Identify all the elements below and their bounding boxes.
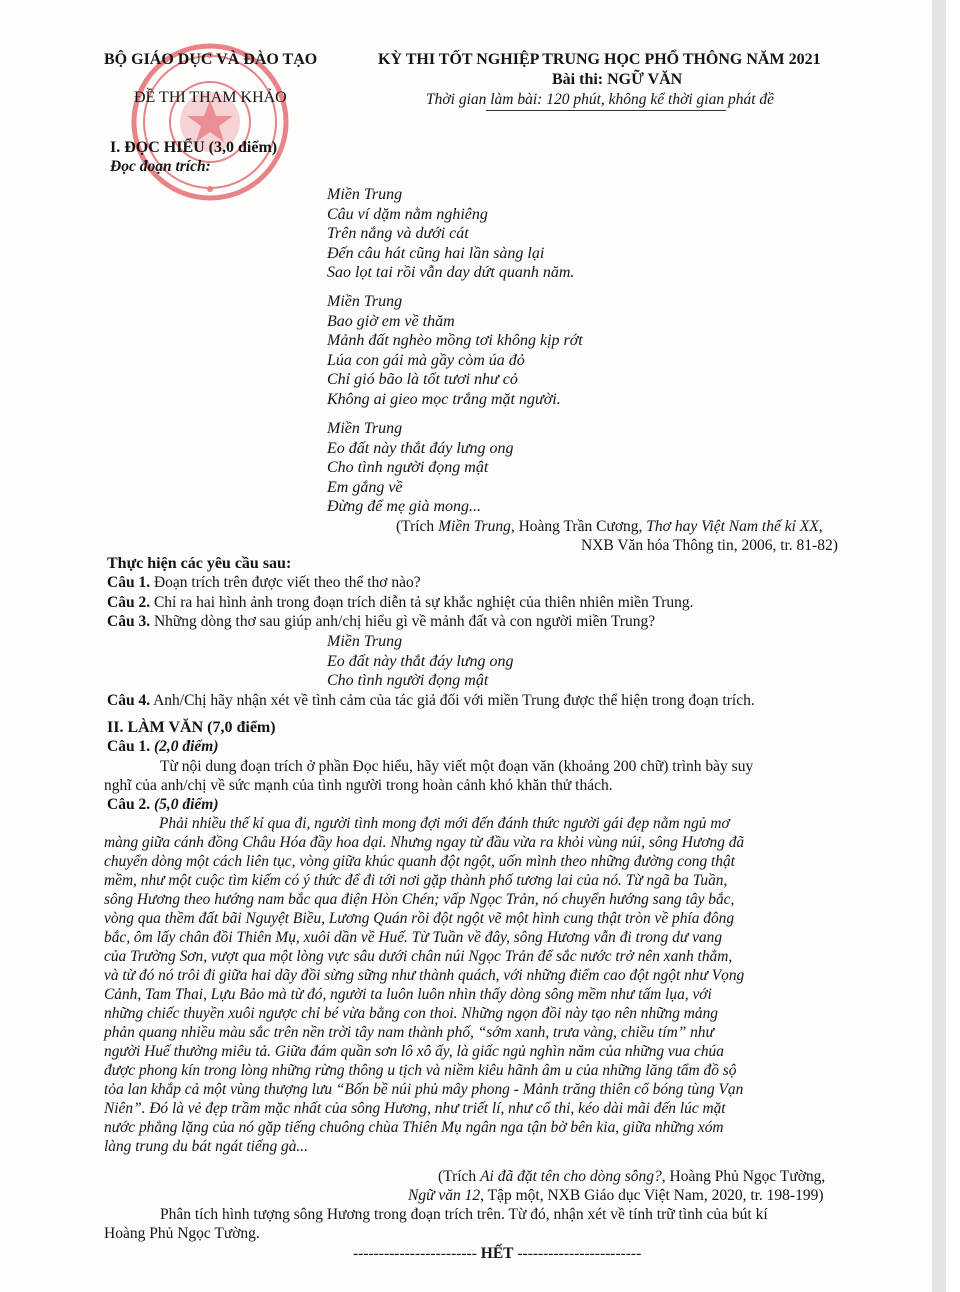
question-3 [107, 612, 655, 631]
essay-task-line-2: Hoàng Phủ Ngọc Tường. [104, 1225, 260, 1242]
poem-line: Cho tình người đọng mật [327, 672, 489, 689]
poem-line: Đừng để mẹ già mong... [327, 498, 482, 515]
essay-line: người Huế thường miêu tả. Giữa đám quần sơn lô xô ấy, là giấc ngủ nghìn năm của những vua chúa [104, 1043, 724, 1060]
poem-stanza-3 [327, 419, 513, 517]
citation-suffix: , [818, 518, 823, 535]
poem-line: Câu ví dặm nằm nghiêng [327, 205, 488, 223]
essay-line: sông Hương theo hướng nam bắc qua điện Hòn Chén; vấp Ngọc Trản, nó chuyển hướng sang tây bắc, [104, 891, 735, 908]
essay-question-2-heading [107, 795, 219, 814]
question-text: Chỉ ra hai hình ảnh trong đoạn trích diễn tả sự khắc nghiệt của thiên nhiên miền Trung. [150, 594, 694, 611]
question-2 [107, 593, 694, 612]
header-divider [486, 110, 726, 111]
question-text: Những dòng thơ sau giúp anh/chị hiểu gì về mảnh đất và con người miền Trung? [150, 613, 656, 630]
poem-line: Miền Trung [327, 186, 403, 203]
essay-task-line-1: Phân tích hình tượng sông Hương trong đoạn trích trên. Từ đó, nhận xét về tính trữ tình của bút kí [160, 1206, 768, 1223]
poem-line: Miền Trung [327, 293, 403, 310]
question-label: Câu 4. [107, 692, 151, 709]
exam-title: KỲ THI TỐT NGHIỆP TRUNG HỌC PHỔ THÔNG NĂM 2021 [378, 51, 821, 68]
poem-line: Miền Trung [327, 420, 403, 437]
essay-line: vòng qua thềm đất bãi Nguyệt Biều, Lương Quán rồi đột ngột vẽ một hình cung thật tròn về phía đông [104, 910, 735, 927]
citation-work: Miền Trung [438, 518, 511, 535]
poem-stanza-2 [327, 292, 583, 409]
poem-line: Bao giờ em về thăm [327, 312, 455, 330]
tasks-heading: Thực hiện các yêu cầu sau: [107, 555, 292, 572]
essay-question-1-line-1: Từ nội dung đoạn trích ở phần Đọc hiểu, hãy viết một đoạn văn (khoảng 200 chữ) trình bày suy [160, 758, 754, 775]
question-label: Câu 1. [107, 738, 151, 755]
poem-line: Mảnh đất nghèo mồng tơi không kịp rớt [327, 332, 583, 349]
poem-line: Trên nắng và dưới cát [327, 225, 469, 242]
section-1-title: I. ĐỌC HIỂU (3,0 điểm) [110, 139, 278, 156]
exam-subject: Bài thi: NGỮ VĂN [552, 71, 683, 88]
essay-line: Niên”. Đó là vẻ đẹp trầm mặc nhất của sông Hương, như triết lí, như cổ thi, kéo dài mãi đến lúc mặt [104, 1100, 726, 1117]
ministry-name: BỘ GIÁO DỤC VÀ ĐÀO TẠO [104, 51, 318, 68]
citation-prefix: (Trích [438, 1168, 481, 1185]
question-1 [107, 573, 421, 592]
question-label: Câu 3. [107, 613, 151, 630]
essay-line: nước phẳng lặng của nó gặp tiếng chuông chùa Thiên Mụ ngân nga tận bờ bên kia, giữa những xóm [104, 1119, 724, 1136]
poem-line: Lúa con gái mà gầy còm úa đỏ [327, 351, 525, 369]
essay-line: màng giữa cánh đồng Châu Hóa đầy hoa dại. Nhưng ngay từ đầu vừa ra khỏi vùng núi, sông Hương đã [104, 834, 745, 851]
poem-citation-line-2: NXB Văn hóa Thông tin, 2006, tr. 81-82) [581, 537, 838, 554]
citation-author: , Hoàng Trần Cương, [510, 518, 647, 535]
section-2-title: II. LÀM VĂN (7,0 điểm) [107, 719, 276, 736]
question-4 [107, 691, 755, 710]
essay-line: chuyển dòng một cách liên tục, vòng giữa khúc quanh đột ngột, uốn mình theo những đường cong thật [104, 853, 735, 870]
poem-line: Chỉ gió bão là tốt tươi như cỏ [327, 371, 518, 388]
essay-line: bắc, ôm lấy chân đồi Thiên Mụ, xuôi dần về Huế. Từ Tuần về đây, sông Hương vẫn đi trong dư vang [104, 929, 723, 946]
citation-work: Ai đã đặt tên cho dòng sông? [480, 1168, 662, 1185]
reading-intro: Đọc đoạn trích: [110, 158, 211, 175]
question-points: (5,0 điểm) [153, 796, 219, 813]
poem-line: Sao lọt tai rồi vẫn day dứt quanh năm. [327, 264, 575, 281]
essay-line: làng trung du bát ngát tiếng gà... [104, 1138, 308, 1155]
essay-line: phản quang nhiều màu sắc trên nền trời tây nam thành phố, “sớm xanh, trưa vàng, chiều tím” như [104, 1024, 714, 1041]
poem-line: Em gắng về [327, 478, 403, 496]
question-label: Câu 2. [107, 796, 151, 813]
citation-book: Ngữ văn 12 [408, 1187, 481, 1204]
essay-question-1-line-2: nghĩ của anh/chị về sức mạnh của tình người trong hoàn cảnh khó khăn thử thách. [104, 777, 613, 794]
end-label: HẾT [480, 1245, 514, 1262]
poem-line: Miền Trung [327, 633, 403, 650]
citation-prefix: (Trích [396, 518, 439, 535]
poem-line: Eo đất này thắt đáy lưng ong [327, 439, 514, 457]
essay-line: được phong kín trong lòng những rừng thông u tịch và niềm kiêu hãnh âm u của những lăng tẩm đồ sộ [104, 1062, 737, 1079]
citation-author: , Hoàng Phủ Ngọc Tường, [661, 1168, 826, 1185]
poem-citation-line-1 [396, 517, 823, 536]
question-text: Anh/Chị hãy nhận xét về tình cảm của tác giả đối với miền Trung được thể hiện trong đoạn trích. [150, 692, 755, 709]
essay-line: và từ đó nó trôi đi giữa hai dãy đồi sừng sững như thành quách, với những điểm cao đột ngột như Vọng [104, 967, 745, 984]
end-marker [353, 1244, 641, 1263]
poem-line: Đến câu hát cũng hai lần sàng lại [327, 244, 545, 262]
poem-line: Eo đất này thắt đáy lưng ong [327, 652, 514, 670]
citation-book: Thơ hay Việt Nam thế kỉ XX [646, 518, 819, 535]
poem-stanza-1 [327, 185, 574, 283]
question-label: Câu 1. [107, 574, 151, 591]
essay-line: những chiếc thuyền xuôi ngược chỉ bé vừa bằng con thoi. Những ngọn đồi này tạo nên những mảng [104, 1005, 718, 1022]
quoted-lines [327, 632, 513, 691]
essay-line: mềm, như một cuộc tìm kiếm có ý thức để đi tới nơi gặp thành phố tương lai của nó. Từ ngã ba Tuần, [104, 872, 728, 889]
end-dashes-right: ------------------------ [517, 1245, 642, 1262]
page-edge [932, 0, 946, 1292]
citation-suffix: , Tập một, NXB Giáo dục Việt Nam, 2020, tr. 198-199) [480, 1187, 824, 1204]
poem-line: Không ai gieo mọc trắng mặt người. [327, 390, 561, 408]
question-label: Câu 2. [107, 594, 151, 611]
exam-type-label: ĐỀ THI THAM KHẢO [134, 89, 287, 106]
essay-line: Cảnh, Tam Thai, Lựu Bảo mà từ đó, người ta luôn luôn nhìn thấy dòng sông mềm như tấm lụa, với [104, 986, 712, 1003]
essay-citation-line-1 [438, 1167, 825, 1186]
end-dashes-left: ------------------------ [353, 1245, 477, 1262]
essay-line: của Trường Sơn, vượt qua một lòng vực sâu dưới chân núi Ngọc Trản để sắc nước trở nên xanh thẳm, [104, 948, 733, 965]
question-text: Đoạn trích trên được viết theo thể thơ nào? [150, 574, 421, 591]
question-points: (2,0 điểm) [153, 738, 219, 755]
essay-line: tỏa lan khắp cả một vùng thượng lưu “Bốn bề núi phủ mây phong - Mảnh trăng thiên cổ bóng tùng Vạn [104, 1081, 744, 1098]
essay-line: Phải nhiều thế kỉ qua đi, người tình mong đợi mới đến đánh thức người gái đẹp nằm ngủ mơ [159, 815, 730, 832]
exam-duration: Thời gian làm bài: 120 phút, không kể thời gian phát đề [426, 91, 775, 108]
poem-line: Cho tình người đọng mật [327, 459, 489, 476]
essay-question-1-heading [107, 737, 219, 756]
essay-citation-line-2 [408, 1186, 824, 1205]
